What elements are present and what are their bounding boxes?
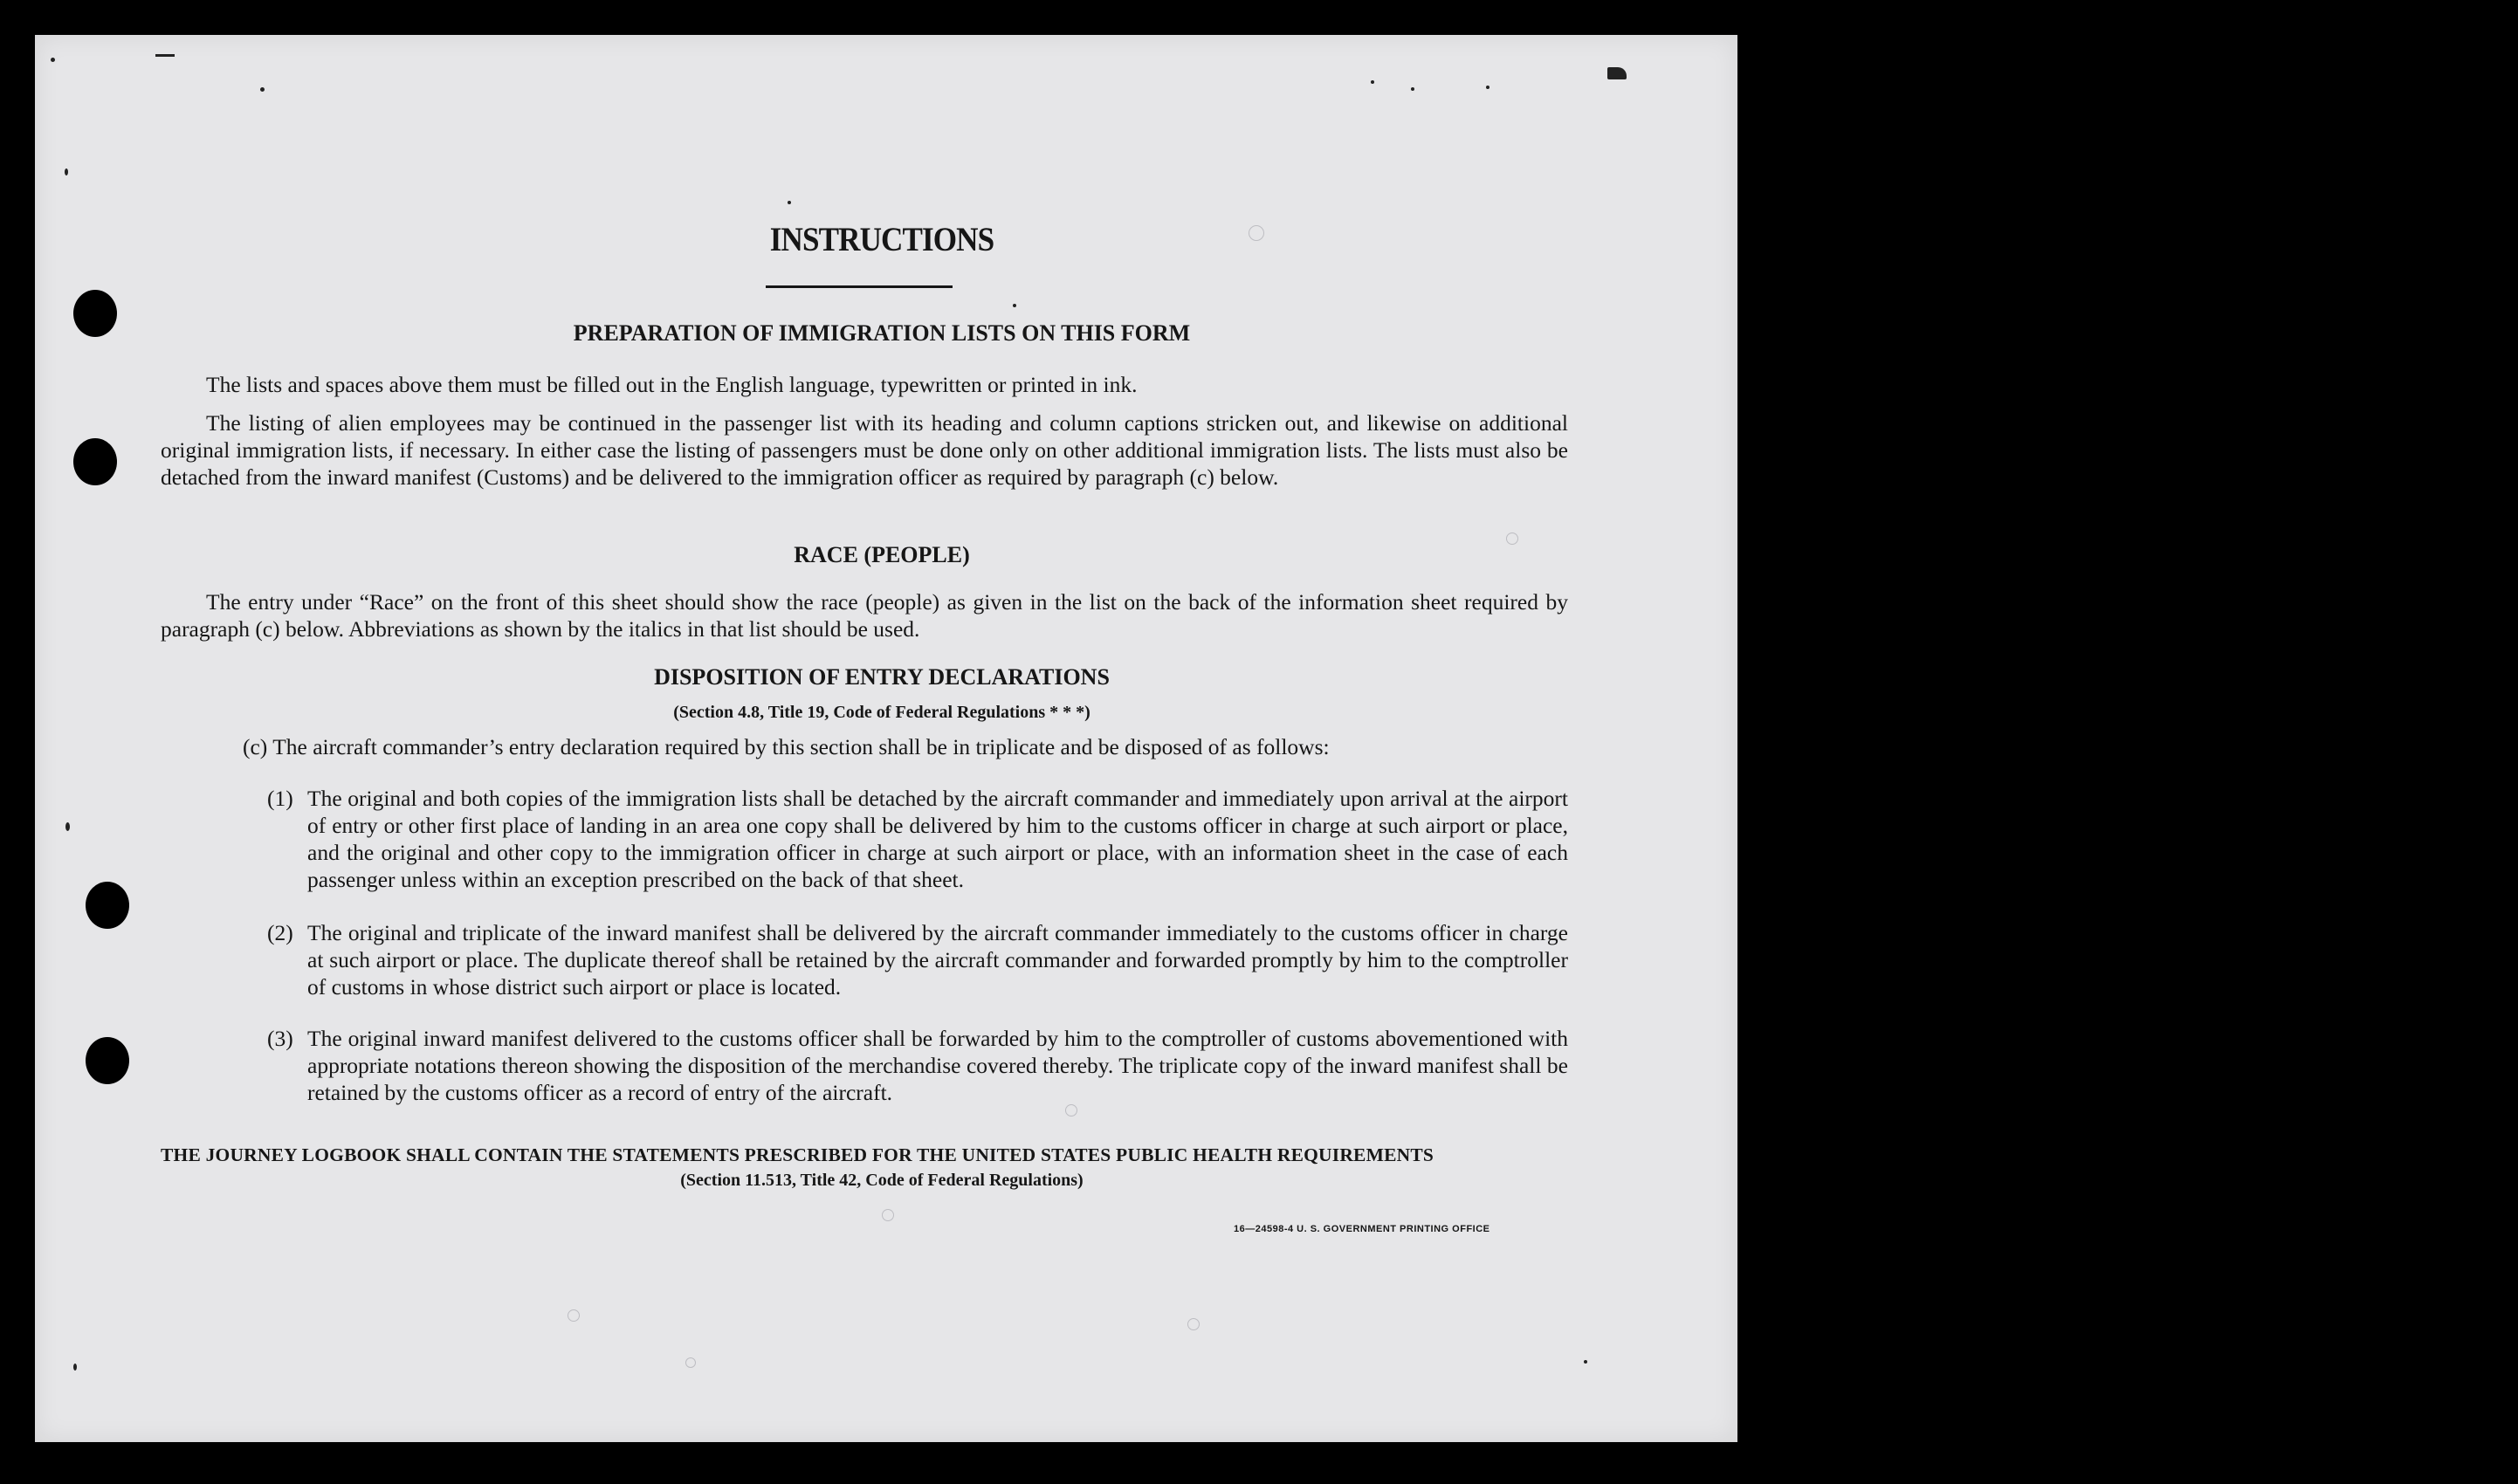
paragraph-language: The lists and spaces above them must be filled out in the English language, typewritten or printed in ink. — [206, 372, 1138, 397]
list-item — [267, 785, 1568, 893]
list-item-text: The original and triplicate of the inward manifest shall be delivered by the aircraft commander immediately to the customs officer in charge at such airport or place. The duplicate thereof shall be retained by the aircraft commander and forwarded promptly by him to the comptroller of customs in whose district such airport or place is located. — [307, 920, 1568, 1000]
section-heading-race: RACE (PEOPLE) — [794, 542, 970, 567]
page-title: INSTRUCTIONS — [769, 221, 994, 258]
section-heading-preparation: PREPARATION OF IMMIGRATION LISTS ON THIS FORM — [573, 320, 1191, 346]
section-citation: (Section 4.8, Title 19, Code of Federal Regulations * * *) — [673, 703, 1090, 722]
print-code: 16—24598-4 U. S. GOVERNMENT PRINTING OFFICE — [1234, 1224, 1490, 1234]
title-underline — [766, 285, 953, 288]
section-heading-disposition: DISPOSITION OF ENTRY DECLARATIONS — [654, 664, 1110, 690]
list-item — [267, 919, 1568, 1000]
list-item-number: (1) — [267, 786, 293, 811]
list-item-text: The original and both copies of the immigration lists shall be detached by the aircraft commander and immediately upon arrival at the airport of entry or other first place of landing in an area one copy shall be delivered by him to the customs officer in charge at such airport or place, and the original and other copy to the immigration officer in charge at such airport or place, with an information sheet in the case of each passenger unless within an exception prescribed on the back of that sheet. — [307, 786, 1568, 892]
list-item — [267, 1025, 1568, 1106]
list-item-number: (3) — [267, 1026, 293, 1051]
list-item-number: (2) — [267, 920, 293, 945]
paragraph-alien-employees: The listing of alien employees may be continued in the passenger list with its heading and column captions stricken out, and likewise on additional original immigration lists, if necessary. In either case the listing of passengers must be done only on other additional immigration lists. The lists must also be detached from the inward manifest (Customs) and be delivered to the immigration officer as required by paragraph (c) below. — [161, 410, 1568, 490]
paragraph-c-intro: (c) The aircraft commander’s entry declaration required by this section shall be in triplicate and be disposed of as follows: — [243, 734, 1330, 759]
footer-citation: (Section 11.513, Title 42, Code of Federal Regulations) — [680, 1171, 1084, 1190]
list-item-text: The original inward manifest delivered to the customs officer shall be forwarded by him to the comptroller of customs abovementioned with appropriate notations thereon showing the disposition of the merchandise covered thereby. The triplicate copy of the inward manifest shall be retained by the customs officer as a record of entry of the aircraft. — [307, 1026, 1568, 1105]
footer-heading: THE JOURNEY LOGBOOK SHALL CONTAIN THE STATEMENTS PRESCRIBED FOR THE UNITED STATES PUBLIC HEALTH REQUIREMENTS — [161, 1144, 1434, 1165]
paragraph-race: The entry under “Race” on the front of this sheet should show the race (people) as given in the list on the back of the information sheet required by paragraph (c) below. Abbreviations as shown by the italics in that list should be used. — [161, 589, 1568, 642]
